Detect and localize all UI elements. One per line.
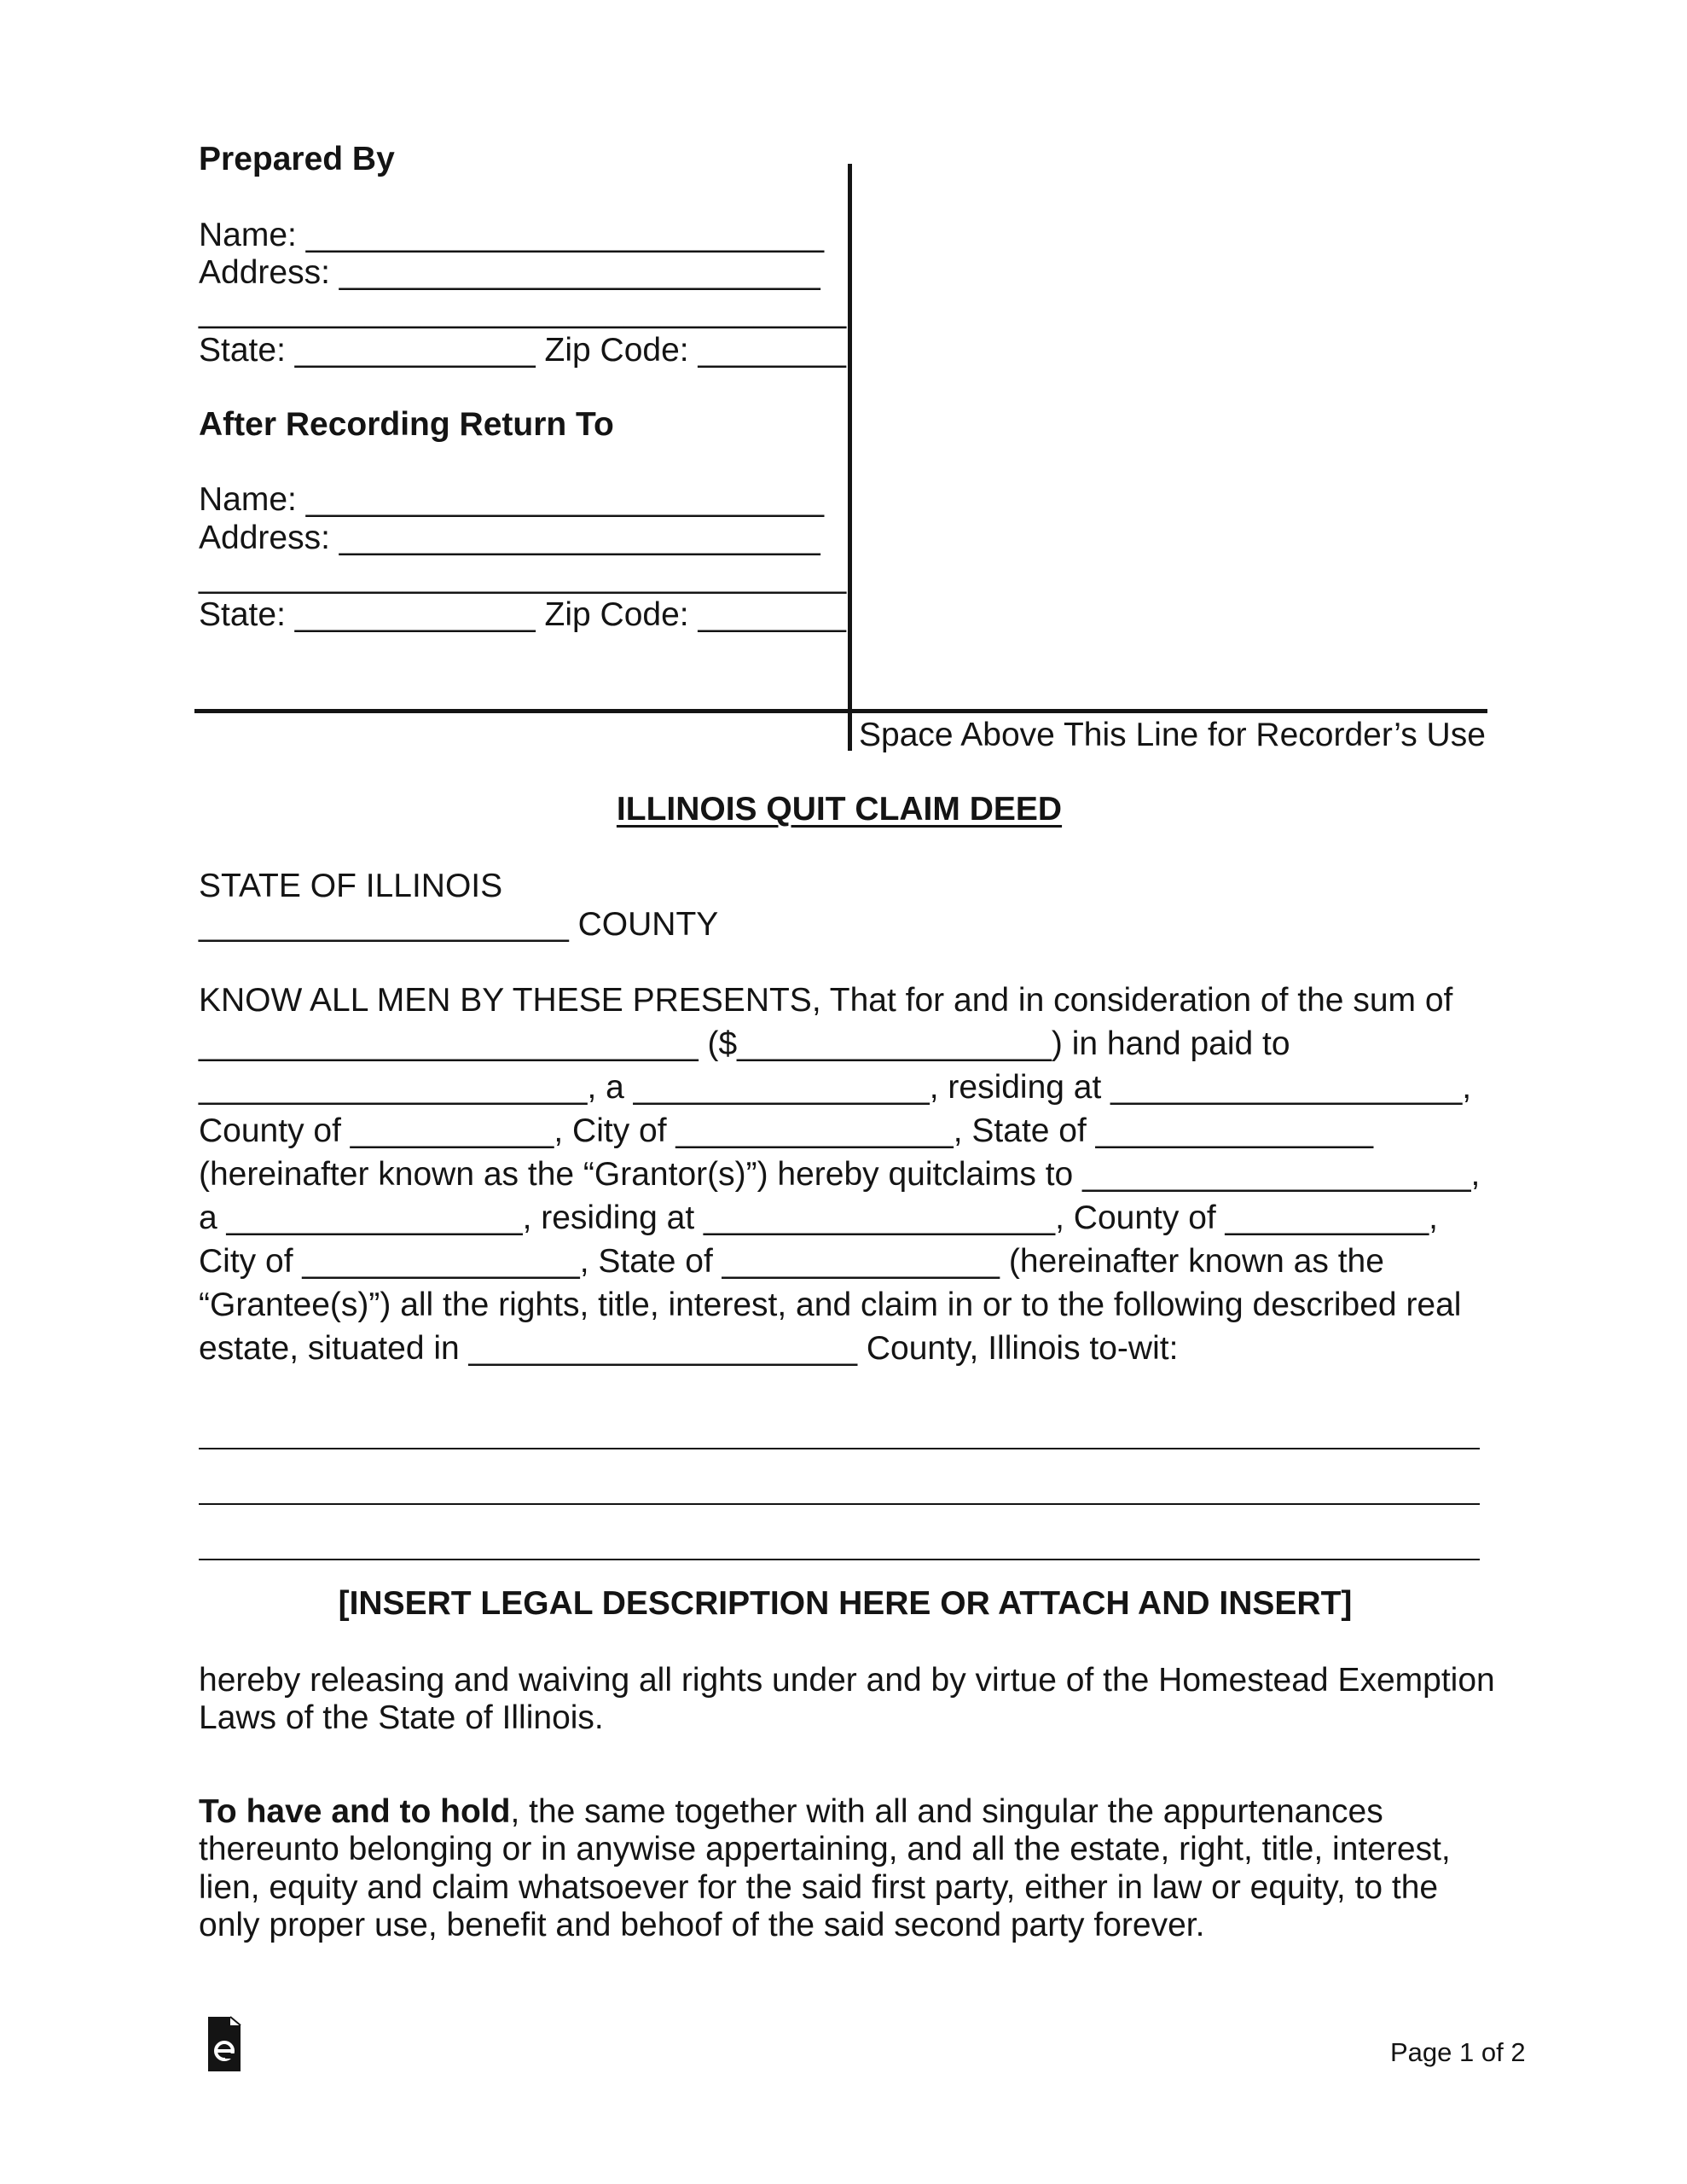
recorder-horizontal-rule — [194, 709, 1487, 713]
return-to-address-field[interactable]: Address: __________________________ — [199, 520, 820, 556]
prepared-by-name-field[interactable]: Name: ____________________________ — [199, 217, 825, 253]
habendum-line-1-rest: , the same together with all and singular the appurtenances — [510, 1793, 1383, 1830]
eforms-logo-icon — [205, 2015, 244, 2073]
habendum-line-2: thereunto belonging or in anywise appertaining, and all the estate, right, title, interest, — [199, 1831, 1451, 1867]
habendum-lead: To have and to hold — [199, 1793, 511, 1830]
body-line-2[interactable]: ___________________________ ($_________________) in hand paid to — [199, 1025, 1290, 1062]
after-recording-heading: After Recording Return To — [199, 406, 614, 443]
county-field[interactable]: ____________________ COUNTY — [199, 906, 719, 943]
homestead-line-2: Laws of the State of Illinois. — [199, 1699, 604, 1736]
insert-legal-description-instruction: [INSERT LEGAL DESCRIPTION HERE OR ATTACH AND INSERT] — [338, 1585, 1353, 1622]
homestead-line-1: hereby releasing and waiving all rights under and by virtue of the Homestead Exemption — [199, 1662, 1495, 1699]
habendum-line-4: only proper use, benefit and behoof of the said second party forever. — [199, 1907, 1205, 1943]
body-line-1: KNOW ALL MEN BY THESE PRESENTS, That for and in consideration of the sum of — [199, 982, 1453, 1019]
body-line-7[interactable]: City of _______________, State of _______________ (hereinafter known as the — [199, 1243, 1384, 1280]
return-to-name-field[interactable]: Name: ____________________________ — [199, 481, 825, 518]
prepared-by-address-field[interactable]: Address: __________________________ — [199, 254, 820, 291]
return-to-state-zip[interactable]: State: _____________ Zip Code: ________ — [199, 596, 846, 633]
body-line-3[interactable]: _____________________, a ________________, residing at ___________________, — [199, 1069, 1472, 1106]
prepared-by-address-line2[interactable]: ___________________________________ — [199, 293, 847, 329]
document-title: ILLINOIS QUIT CLAIM DEED — [616, 791, 1063, 828]
return-to-address-line2[interactable]: ___________________________________ — [199, 558, 847, 595]
recorder-use-note: Space Above This Line for Recorder’s Use — [859, 717, 1486, 753]
legal-description-line-2[interactable] — [199, 1503, 1480, 1505]
legal-description-line-1[interactable] — [199, 1448, 1480, 1449]
state-of-illinois: STATE OF ILLINOIS — [199, 868, 503, 904]
body-line-6[interactable]: a ________________, residing at ___________________, County of ___________, — [199, 1199, 1438, 1236]
prepared-by-state-zip[interactable]: State: _____________ Zip Code: ________ — [199, 332, 846, 369]
recorder-vertical-rule — [848, 164, 852, 751]
body-line-8: “Grantee(s)”) all the rights, title, interest, and claim in or to the following described real — [199, 1287, 1462, 1323]
legal-description-line-3[interactable] — [199, 1559, 1480, 1560]
habendum-line-1 — [199, 1795, 1383, 1828]
habendum-line-3: lien, equity and claim whatsoever for the said first party, either in law or equity, to the — [199, 1869, 1439, 1906]
body-line-9[interactable]: estate, situated in _____________________ County, Illinois to-wit: — [199, 1330, 1179, 1367]
prepared-by-heading: Prepared By — [199, 141, 395, 177]
body-line-5[interactable]: (hereinafter known as the “Grantor(s)”) hereby quitclaims to _____________________, — [199, 1156, 1481, 1193]
page-number: Page 1 of 2 — [1390, 2037, 1526, 2067]
body-line-4[interactable]: County of ___________, City of _______________, State of _______________ — [199, 1112, 1374, 1149]
